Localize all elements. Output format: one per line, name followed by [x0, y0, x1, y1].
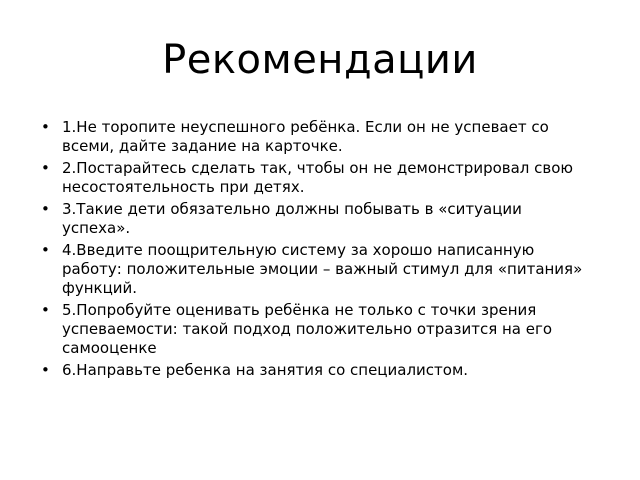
list-item [32, 200, 592, 238]
slide-title: Рекомендации [162, 37, 478, 83]
recommendations-list [32, 118, 592, 383]
bullet-icon: • [41, 301, 50, 319]
bullet-icon: • [41, 200, 50, 218]
list-item-text: 5.Попробуйте оценивать ребёнка не только с точки зрения успеваемости: такой подход положительно отразится на его самооценке [62, 301, 553, 357]
bullet-icon: • [41, 159, 50, 177]
list-item [32, 301, 592, 358]
list-item [32, 241, 592, 298]
list-item [32, 159, 592, 197]
list-item-text: 1.Не торопите неуспешного ребёнка. Если он не успевает со всеми, дайте задание на карточке. [62, 118, 549, 155]
list-item-text: 3.Такие дети обязательно должны побывать в «ситуации успеха». [62, 200, 522, 237]
bullet-icon: • [41, 241, 50, 259]
list-item-text: 2.Постарайтесь сделать так, чтобы он не демонстрировал свою несостоятельность при детях. [62, 159, 574, 196]
list-item-text: 4.Введите поощрительную систему за хорошо написанную работу: положительные эмоции – важный стимул для «питания» функций. [62, 241, 583, 297]
list-item [32, 361, 592, 380]
list-item-text: 6.Направьте ребенка на занятия со специалистом. [62, 361, 469, 379]
list-item [32, 118, 592, 156]
bullet-icon: • [41, 361, 50, 379]
bullet-icon: • [41, 118, 50, 136]
